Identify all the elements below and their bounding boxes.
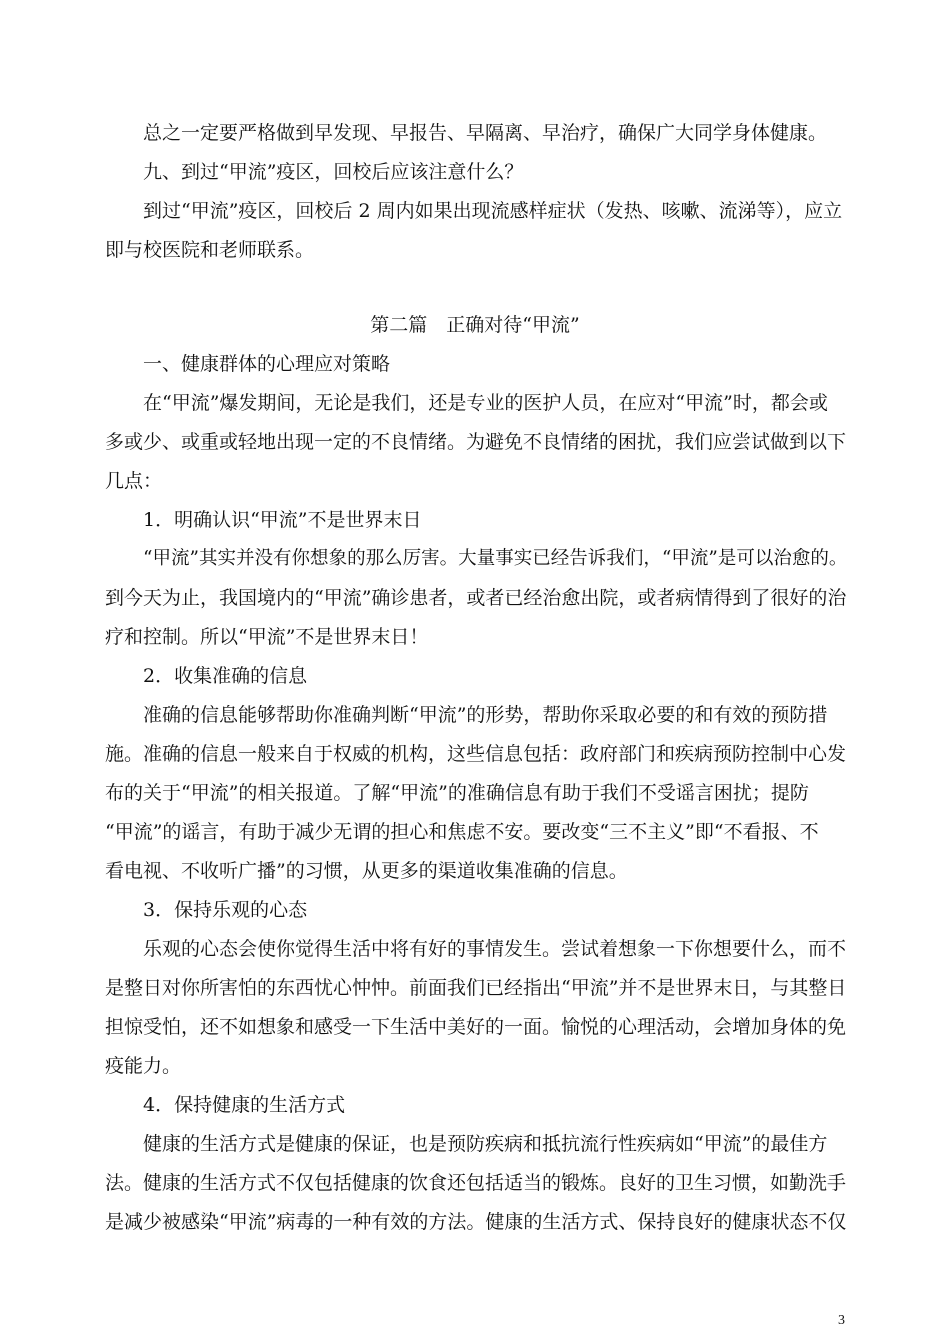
chapter-title: 第二篇 正确对待“甲流” (370, 314, 580, 336)
paragraph-line: 施。准确的信息一般来自于权威的机构，这些信息包括：政府部门和疾病预防控制中心发 (105, 743, 847, 765)
paragraph-line: 法。健康的生活方式不仅包括健康的饮食还包括适当的锻炼。良好的卫生习惯，如勤洗手 (105, 1172, 847, 1194)
paragraph-line: 担惊受怕，还不如想象和感受一下生活中美好的一面。愉悦的心理活动，会增加身体的免 (105, 1016, 847, 1038)
paragraph-line: 是整日对你所害怕的东西忧心忡忡。前面我们已经指出“甲流”并不是世界末日，与其整日 (105, 977, 847, 999)
paragraph-line: 准确的信息能够帮助你准确判断“甲流”的形势，帮助你采取必要的和有效的预防措 (143, 704, 828, 726)
paragraph-line: 多或少、或重或轻地出现一定的不良情绪。为避免不良情绪的困扰，我们应尝试做到以下 (105, 431, 847, 453)
section-heading: 一、健康群体的心理应对策略 (143, 353, 391, 375)
paragraph-line: 疫能力。 (105, 1055, 182, 1077)
paragraph-line: “甲流”的谣言，有助于减少无谓的担心和焦虑不安。要改变“三不主义”即“不看报、不 (105, 821, 819, 843)
paragraph-line: 几点： (105, 470, 163, 492)
page-number: 3 (838, 1313, 845, 1328)
paragraph-line: 是减少被感染“甲流”病毒的一种有效的方法。健康的生活方式、保持良好的健康状态不仅 (105, 1211, 847, 1233)
paragraph-line: 即与校医院和老师联系。 (105, 239, 315, 261)
subsection-heading: 2．收集准确的信息 (143, 665, 308, 687)
paragraph-line: 总之一定要严格做到早发现、早报告、早隔离、早治疗，确保广大同学身体健康。 (143, 122, 828, 144)
paragraph-line: “甲流”其实并没有你想象的那么厉害。大量事实已经告诉我们，“甲流”是可以治愈的。 (143, 548, 848, 569)
subsection-heading: 3．保持乐观的心态 (143, 899, 308, 921)
subsection-heading: 4．保持健康的生活方式 (143, 1094, 346, 1116)
question-heading: 九、到过“甲流”疫区，回校后应该注意什么？ (143, 161, 524, 183)
paragraph-line: 疗和控制。所以“甲流”不是世界末日！ (105, 626, 429, 648)
subsection-heading: 1．明确认识“甲流”不是世界末日 (143, 509, 422, 531)
paragraph-line: 看电视、不收听广播”的习惯，从更多的渠道收集准确的信息。 (105, 860, 628, 882)
paragraph-line: 到今天为止，我国境内的“甲流”确诊患者，或者已经治愈出院，或者病情得到了很好的治 (105, 587, 847, 609)
paragraph-line: 布的关于“甲流”的相关报道。了解“甲流”的准确信息有助于我们不受谣言困扰；提防 (105, 782, 809, 804)
paragraph-line: 到过“甲流”疫区，回校后 2 周内如果出现流感样症状（发热、咳嗽、流涕等），应立 (143, 200, 843, 222)
paragraph-line: 健康的生活方式是健康的保证，也是预防疾病和抵抗流行性疾病如“甲流”的最佳方 (143, 1133, 828, 1155)
paragraph-line: 乐观的心态会使你觉得生活中将有好的事情发生。尝试着想象一下你想要什么，而不 (143, 938, 847, 960)
paragraph-line: 在“甲流”爆发期间，无论是我们，还是专业的医护人员，在应对“甲流”时，都会或 (143, 392, 828, 414)
